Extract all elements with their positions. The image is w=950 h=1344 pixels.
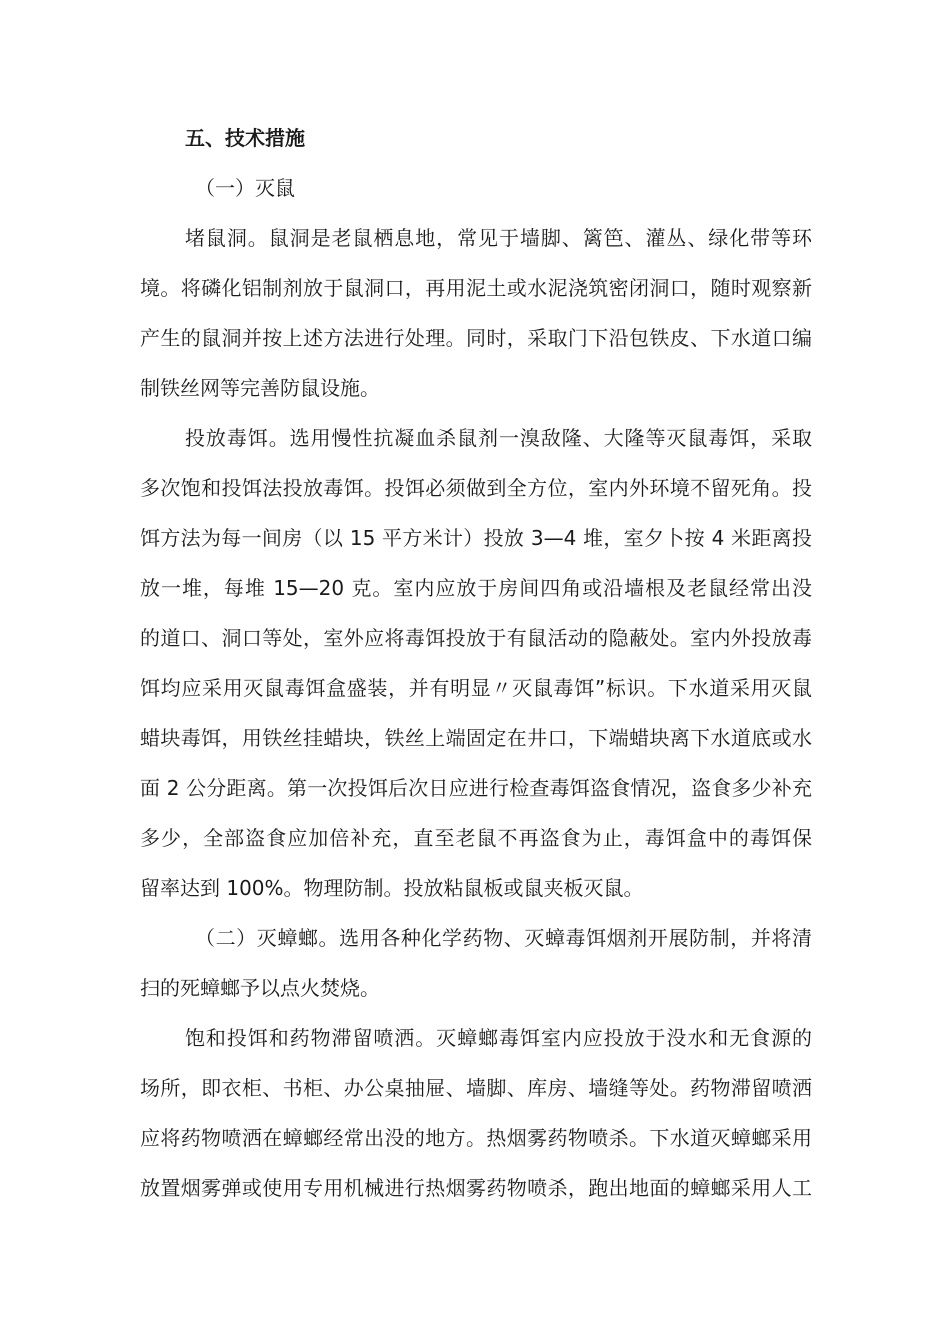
- paragraph-line: 饵均应采用灭鼠毒饵盒盛装，并有明显〃灭鼠毒饵”标识。下水道采用灭鼠: [140, 676, 812, 700]
- paragraph-line: 放置烟雾弹或使用专用机械进行热烟雾药物喷杀，跑出地面的蟑螂采用人工: [140, 1176, 812, 1200]
- paragraph-line: 放一堆，每堆 15—20 克。室内应放于房间四角或沿墙根及老鼠经常出没: [140, 576, 812, 600]
- paragraph-line: 投放毒饵。选用慢性抗凝血杀鼠剂一溴敌隆、大隆等灭鼠毒饵，采取: [185, 426, 812, 450]
- paragraph-line: 多次饱和投饵法投放毒饵。投饵必须做到全方位，室内外环境不留死角。投: [140, 476, 812, 500]
- subsection-heading: （一）灭鼠: [195, 176, 295, 200]
- paragraph-line: 蜡块毒饵，用铁丝挂蜡块，铁丝上端固定在井口，下端蜡块离下水道底或水: [140, 726, 812, 750]
- paragraph-line: 堵鼠洞。鼠洞是老鼠栖息地，常见于墙脚、篱笆、灌丛、绿化带等环: [185, 226, 812, 250]
- paragraph-line: 场所，即衣柜、书柜、办公桌抽屉、墙脚、库房、墙缝等处。药物滞留喷洒: [140, 1076, 812, 1100]
- paragraph-line: 饱和投饵和药物滞留喷洒。灭蟑螂毒饵室内应投放于没水和无食源的: [185, 1026, 812, 1050]
- paragraph-line: （二）灭蟑螂。选用各种化学药物、灭蟑毒饵烟剂开展防制，并将清: [195, 926, 812, 950]
- paragraph-line: 的道口、洞口等处，室外应将毒饵投放于有鼠活动的隐蔽处。室内外投放毒: [140, 626, 812, 650]
- paragraph-line: 留率达到 100%。物理防制。投放粘鼠板或鼠夹板灭鼠。: [140, 876, 644, 900]
- paragraph-line: 境。将磷化铝制剂放于鼠洞口，再用泥土或水泥浇筑密闭洞口，随时观察新: [140, 276, 812, 300]
- paragraph-line: 制铁丝网等完善防鼠设施。: [140, 376, 380, 400]
- paragraph-line: 饵方法为每一间房（以 15 平方米计）投放 3—4 堆，室夕卜按 4 米距离投: [140, 526, 812, 550]
- paragraph-line: 扫的死蟑螂予以点火焚烧。: [140, 976, 380, 1000]
- paragraph-line: 应将药物喷洒在蟑螂经常出没的地方。热烟雾药物喷杀。下水道灭蟑螂采用: [140, 1126, 812, 1150]
- section-heading: 五、技术措施: [185, 126, 305, 150]
- paragraph-line: 面 2 公分距离。第一次投饵后次日应进行检查毒饵盗食情况，盗食多少补充: [140, 776, 812, 800]
- paragraph-line: 产生的鼠洞并按上述方法进行处理。同时，采取门下沿包铁皮、下水道口编: [140, 326, 812, 350]
- paragraph-line: 多少，全部盗食应加倍补充，直至老鼠不再盗食为止，毒饵盒中的毒饵保: [140, 826, 812, 850]
